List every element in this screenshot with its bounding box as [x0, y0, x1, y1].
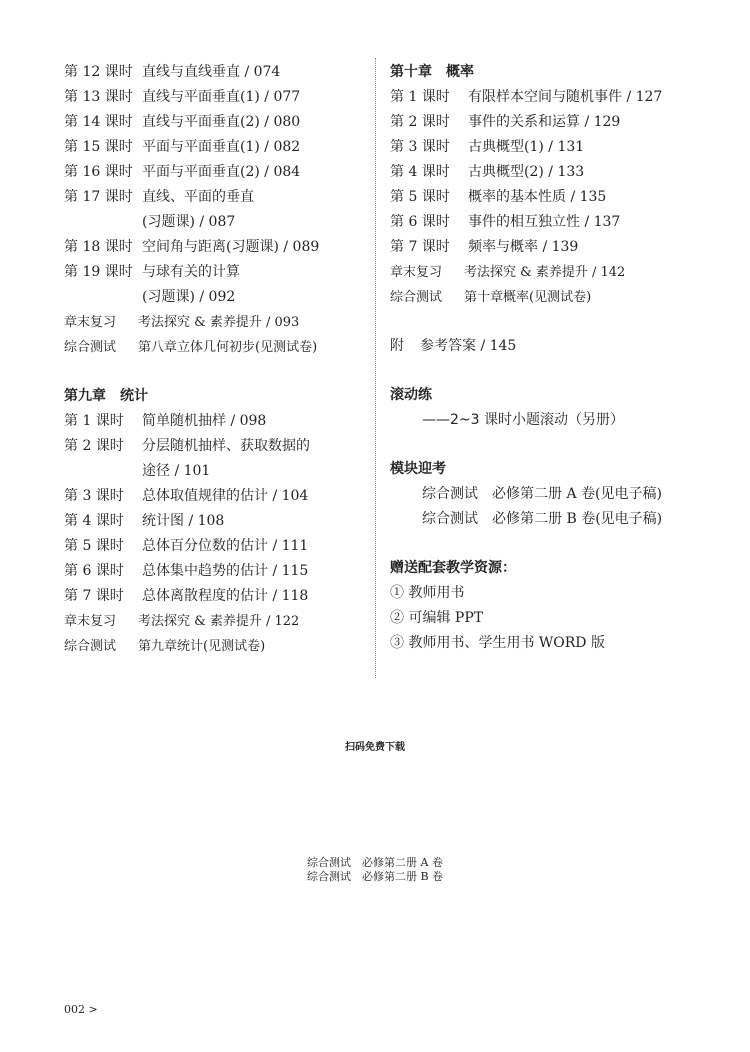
toc-entry[interactable]: [390, 85, 720, 110]
entry-key: 第 1 课时: [390, 89, 450, 105]
toc-entry[interactable]: [64, 160, 364, 185]
section-heading: 模块迎考: [390, 461, 446, 477]
toc-entry[interactable]: [64, 260, 364, 285]
bottom-test-a: 综合测试 必修第二册 A 卷: [307, 856, 443, 869]
toc-entry[interactable]: [64, 559, 364, 584]
toc-entry[interactable]: [64, 285, 364, 310]
entry-title: (习题课) / 092: [142, 289, 236, 305]
entry-title: 总体离散程度的估计 / 118: [142, 588, 309, 604]
toc-entry[interactable]: [64, 534, 364, 559]
toc-entry[interactable]: [64, 409, 364, 434]
entry-title: 直线与平面垂直(2) / 080: [142, 114, 301, 130]
entry-key: 第 2 课时: [64, 438, 124, 454]
entry-title: 途径 / 101: [142, 463, 211, 479]
entry-key: 章末复习: [64, 614, 117, 629]
entry-key: 第 19 课时: [64, 264, 133, 280]
entry-key: 第 4 课时: [390, 164, 450, 180]
toc-entry[interactable]: [64, 60, 364, 85]
entry-key: 第 15 课时: [64, 139, 133, 155]
entry-title: 分层随机抽样、获取数据的: [142, 438, 310, 454]
entry-key: 第 6 课时: [390, 214, 450, 230]
toc-entry[interactable]: [390, 210, 720, 235]
bottom-tests: [0, 856, 750, 884]
bottom-test-b: 综合测试 必修第二册 B 卷: [306, 870, 444, 883]
toc-entry[interactable]: [390, 160, 720, 185]
entry-title: 平面与平面垂直(2) / 084: [142, 164, 301, 180]
entry-title: 平面与平面垂直(1) / 082: [142, 139, 301, 155]
toc-entry[interactable]: [64, 509, 364, 534]
entry-key: 综合测试: [64, 639, 117, 654]
toc-left-column: [64, 60, 364, 659]
module-test-entry: 综合测试 必修第二册 B 卷(见电子稿): [422, 511, 663, 527]
rolling-subtitle: ——2~3 课时小题滚动（另册）: [422, 412, 624, 428]
entry-title: 简单随机抽样 / 098: [142, 413, 267, 429]
chapter-test-entry[interactable]: [64, 335, 364, 360]
entry-title: 总体取值规律的估计 / 104: [142, 488, 309, 504]
entry-title: 第九章统计(见测试卷): [138, 639, 266, 654]
entry-title: 参考答案 / 145: [420, 338, 517, 354]
entry-key: 第 12 课时: [64, 64, 133, 80]
toc-entry[interactable]: [64, 210, 364, 235]
chapter-review-entry[interactable]: [64, 609, 364, 634]
module-test-entry: 综合测试 必修第二册 A 卷(见电子稿): [422, 486, 662, 502]
entry-title: 考法探究 & 素养提升 / 122: [138, 614, 300, 629]
chapter-heading: 第十章 概率: [390, 64, 474, 80]
resource-item: ③ 教师用书、学生用书 WORD 版: [390, 635, 605, 651]
entry-title: 事件的相互独立性 / 137: [468, 214, 621, 230]
entry-key: 第 16 课时: [64, 164, 133, 180]
entry-title: 空间角与距离(习题课) / 089: [142, 239, 320, 255]
entry-title: 频率与概率 / 139: [468, 239, 579, 255]
toc-entry[interactable]: [64, 235, 364, 260]
entry-key: 第 6 课时: [64, 563, 124, 579]
entry-key: 第 1 课时: [64, 413, 124, 429]
toc-entry[interactable]: [64, 85, 364, 110]
toc-entry[interactable]: [64, 135, 364, 160]
entry-title: 直线、平面的垂直: [142, 189, 254, 205]
entry-key: 第 18 课时: [64, 239, 133, 255]
entry-key: 第 7 课时: [390, 239, 450, 255]
entry-key: 章末复习: [390, 265, 443, 280]
toc-entry[interactable]: [64, 584, 364, 609]
entry-title: 第十章概率(见测试卷): [464, 290, 592, 305]
entry-title: (习题课) / 087: [142, 214, 236, 230]
toc-entry[interactable]: [390, 110, 720, 135]
entry-title: 统计图 / 108: [142, 513, 225, 529]
toc-entry[interactable]: [64, 484, 364, 509]
entry-title: 第八章立体几何初步(见测试卷): [138, 340, 318, 355]
resource-item: ② 可编辑 PPT: [390, 610, 484, 626]
entry-key: 第 14 课时: [64, 114, 133, 130]
entry-key: 章末复习: [64, 315, 117, 330]
entry-title: 直线与直线垂直 / 074: [142, 64, 281, 80]
toc-entry[interactable]: [64, 185, 364, 210]
column-divider: [375, 58, 376, 678]
section-heading: 赠送配套教学资源：: [390, 560, 516, 576]
entry-key: 第 3 课时: [390, 139, 450, 155]
chapter-test-entry[interactable]: [390, 285, 720, 310]
toc-entry[interactable]: [64, 434, 364, 459]
toc-entry[interactable]: [390, 235, 720, 260]
toc-entry[interactable]: [64, 110, 364, 135]
entry-key: 综合测试: [64, 340, 117, 355]
toc-entry[interactable]: [390, 185, 720, 210]
entry-key: 第 4 课时: [64, 513, 124, 529]
entry-key: 第 7 课时: [64, 588, 124, 604]
entry-key: 第 17 课时: [64, 189, 133, 205]
resource-item: ① 教师用书: [390, 585, 465, 601]
chapter-heading: 第九章 统计: [64, 388, 148, 404]
entry-title: 古典概型(2) / 133: [468, 164, 585, 180]
chapter-review-entry[interactable]: [390, 260, 720, 285]
entry-title: 有限样本空间与随机事件 / 127: [468, 89, 663, 105]
section-heading: 滚动练: [390, 387, 432, 403]
entry-key: 第 2 课时: [390, 114, 450, 130]
entry-title: 考法探究 & 素养提升 / 142: [464, 265, 626, 280]
entry-title: 概率的基本性质 / 135: [468, 189, 607, 205]
entry-title: 直线与平面垂直(1) / 077: [142, 89, 301, 105]
toc-right-column: [390, 60, 720, 656]
chapter-test-entry[interactable]: [64, 634, 364, 659]
appendix-entry[interactable]: [390, 334, 720, 359]
download-note: 扫码免费下载: [345, 742, 405, 753]
entry-key: 第 5 课时: [64, 538, 124, 554]
entry-title: 总体集中趋势的估计 / 115: [142, 563, 309, 579]
entry-title: 古典概型(1) / 131: [468, 139, 585, 155]
toc-entry[interactable]: [390, 135, 720, 160]
entry-title: 总体百分位数的估计 / 111: [142, 538, 309, 554]
entry-key: 综合测试: [390, 290, 443, 305]
entry-key: 第 13 课时: [64, 89, 133, 105]
entry-key: 附: [390, 338, 404, 354]
entry-title: 考法探究 & 素养提升 / 093: [138, 315, 300, 330]
page-number: 002 >: [64, 1003, 98, 1016]
entry-title: 与球有关的计算: [142, 264, 240, 280]
entry-key: 第 5 课时: [390, 189, 450, 205]
chapter-review-entry[interactable]: [64, 310, 364, 335]
toc-entry[interactable]: [64, 459, 364, 484]
entry-key: 第 3 课时: [64, 488, 124, 504]
entry-title: 事件的关系和运算 / 129: [468, 114, 621, 130]
